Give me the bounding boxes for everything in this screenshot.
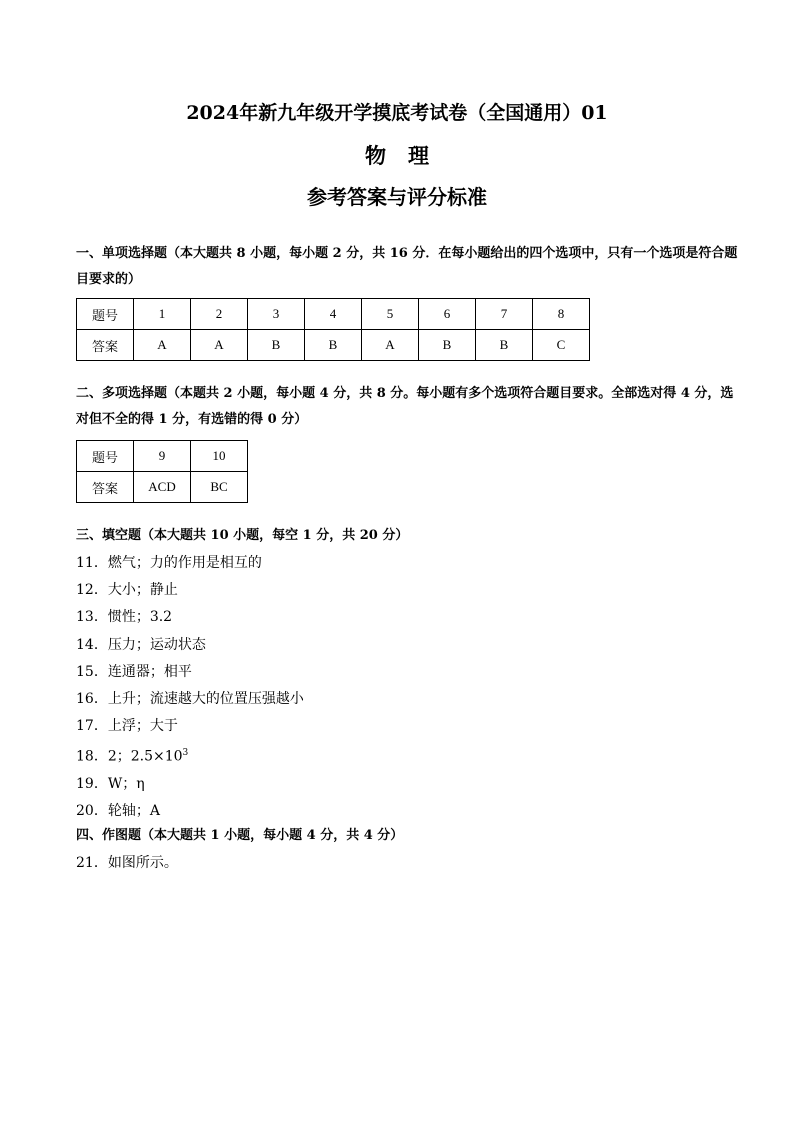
question-number: 6 <box>419 299 476 330</box>
list-item: 20．轮轴；A <box>76 803 160 820</box>
question-number: 10 <box>191 441 248 472</box>
answer-cell: A <box>362 330 419 361</box>
table-row <box>77 472 248 503</box>
answer-cell: B <box>248 330 305 361</box>
list-item: 13．惯性；3.2 <box>76 609 173 626</box>
section2-answer-table <box>76 440 248 503</box>
section3-heading: 三、填空题（本大题共 10 小题，每空 1 分，共 20 分） <box>76 528 409 543</box>
list-item: 16．上升；流速越大的位置压强越小 <box>76 691 304 708</box>
list-item <box>76 740 304 771</box>
section4-heading: 四、作图题（本大题共 1 小题，每小题 4 分，共 4 分） <box>76 828 404 843</box>
answer-cell: BC <box>191 472 248 503</box>
answer-cell: ACD <box>134 472 191 503</box>
fill-in-answers <box>76 550 304 826</box>
answer-cell: A <box>134 330 191 361</box>
answer-cell: B <box>419 330 476 361</box>
table-row <box>77 330 590 361</box>
question-number: 4 <box>305 299 362 330</box>
row-label-answer: 答案 <box>77 472 134 503</box>
list-item: 17．上浮；大于 <box>76 718 178 735</box>
subject-title: 物理 <box>365 143 451 168</box>
item18-exponent: 3 <box>182 748 189 759</box>
item18-text: 18．2；2.5×10 <box>76 749 183 766</box>
question-number: 9 <box>134 441 191 472</box>
question-number: 8 <box>533 299 590 330</box>
row-label-number: 题号 <box>77 299 134 330</box>
list-item: 19．W；η <box>76 776 145 793</box>
question-number: 5 <box>362 299 419 330</box>
list-item: 14．压力；运动状态 <box>76 636 206 653</box>
question-number: 3 <box>248 299 305 330</box>
section2-heading: 二、多项选择题（本题共 2 小题，每小题 4 分，共 8 分。每小题有多个选项符合题目要求。全部选对得 4 分，选对但不全的得 1 分，有选错的得 0 分） <box>76 386 734 427</box>
answer-cell: B <box>305 330 362 361</box>
question-number: 1 <box>134 299 191 330</box>
question-number: 2 <box>191 299 248 330</box>
row-label-number: 题号 <box>77 441 134 472</box>
question-number: 7 <box>476 299 533 330</box>
section1-answer-table <box>76 298 590 361</box>
page-title: 2024年新九年级开学摸底考试卷（全国通用）01 <box>186 102 608 124</box>
row-label-answer: 答案 <box>77 330 134 361</box>
answer-cell: B <box>476 330 533 361</box>
answer-cell: C <box>533 330 590 361</box>
list-item: 12．大小；静止 <box>76 582 178 599</box>
drawing-answers <box>76 850 178 877</box>
answer-cell: A <box>191 330 248 361</box>
table-row <box>77 299 590 330</box>
list-item: 15．连通器；相平 <box>76 663 192 680</box>
section1-heading: 一、单项选择题（本大题共 8 小题，每小题 2 分，共 16 分．在每小题给出的四个选项中，只有一个选项是符合题目要求的） <box>76 246 738 287</box>
page-subtitle: 参考答案与评分标准 <box>307 185 487 209</box>
list-item: 11．燃气；力的作用是相互的 <box>76 555 262 571</box>
list-item: 21．如图所示。 <box>76 855 178 871</box>
table-row <box>77 441 248 472</box>
